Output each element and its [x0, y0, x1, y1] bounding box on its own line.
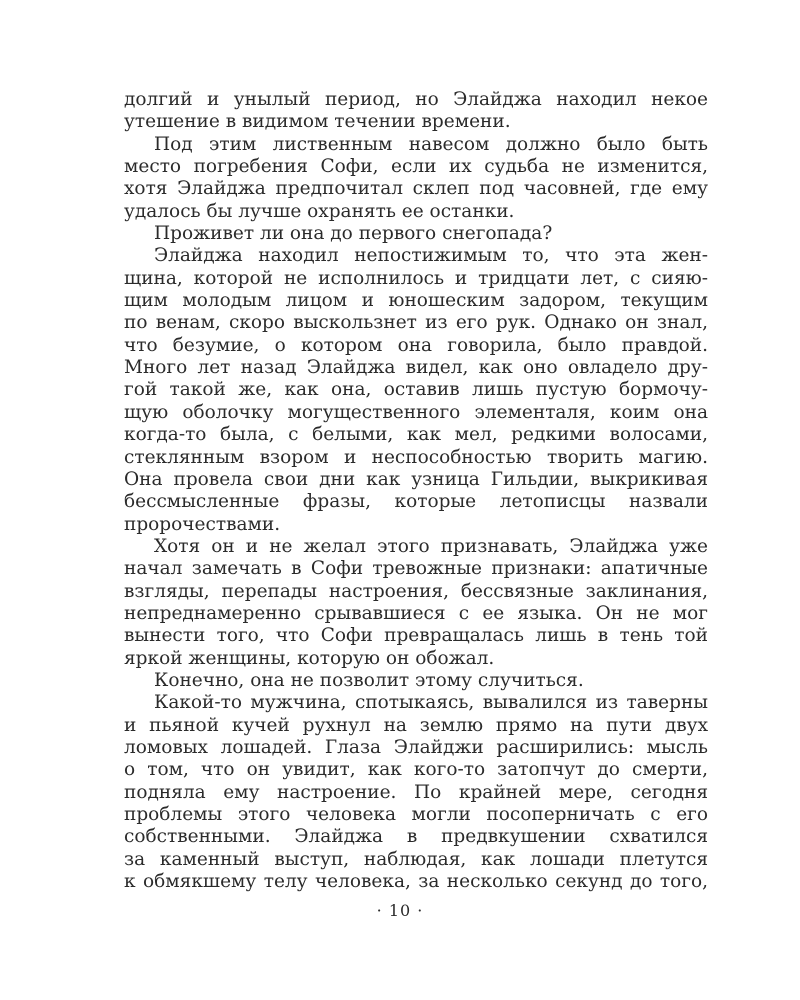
text-line: щим молодым лицом и юношеским задором, текущим [124, 290, 708, 312]
text-line: собственными. Элайджа в предвкушении схватился [124, 826, 708, 848]
text-line: что безумие, о котором она говорила, было правдой. [124, 334, 708, 356]
text-line: к обмякшему телу человека, за несколько секунд до того, [124, 871, 708, 893]
text-line: щую оболочку могущественного элементаля, коим она [124, 401, 708, 423]
page-number: · 10 · [376, 901, 424, 920]
text-line: за каменный выступ, наблюдая, как лошади плетутся [124, 848, 708, 870]
text-line: непреднамеренно срывавшиеся с ее языка. Он не мог [124, 602, 708, 624]
text-line: когда-то была, с белыми, как мел, редкими волосами, [124, 424, 708, 446]
text-line: хотя Элайджа предпочитал склеп под часовней, где ему [124, 178, 708, 200]
text-line: удалось бы лучше охранять ее останки. [124, 200, 515, 222]
text-line: долгий и унылый период, но Элайджа находил некое [124, 89, 708, 110]
text-line: место погребения Софи, если их судьба не изменится, [124, 156, 708, 178]
text-line: утешение в видимом течении времени. [124, 111, 511, 133]
body-text [124, 89, 708, 893]
text-line: Под этим лиственным навесом должно было быть [154, 133, 708, 155]
text-line: подняла ему настроение. По крайней мере, сегодня [124, 781, 708, 803]
text-line: Какой-то мужчина, спотыкаясь, вывалился из таверны [154, 692, 708, 714]
text-line: начал замечать в Софи тревожные признаки: апатичные [124, 558, 708, 580]
text-line: гой такой же, как она, оставив лишь пустую бормочу- [124, 379, 708, 401]
text-line: вынести того, что Софи превращалась лишь в тень той [124, 625, 708, 647]
text-line: ломовых лошадей. Глаза Элайджи расширились: мысль [124, 736, 708, 758]
text-line: Хотя он и не желал этого признавать, Элайджа уже [154, 535, 708, 557]
text-line: Она провела свои дни как узница Гильдии, выкрикивая [124, 468, 708, 490]
text-line: стеклянным взором и неспособностью творить магию. [124, 446, 708, 468]
text-line: взгляды, перепады настроения, бессвязные заклинания, [124, 580, 708, 602]
text-line: Много лет назад Элайджа видел, как оно овладело дру- [124, 357, 708, 379]
text-line: Элайджа находил непостижимым то, что эта жен- [154, 245, 708, 267]
text-line: Проживет ли она до первого снегопада? [154, 223, 553, 245]
text-line: Конечно, она не позволит этому случиться. [154, 669, 584, 691]
text-line: щина, которой не исполнилось и тридцати лет, с сияю- [124, 267, 708, 289]
text-line: проблемы этого человека могли посоперничать с его [124, 804, 708, 825]
text-line: яркой женщины, которую он обожал. [124, 647, 495, 669]
text-line: по венам, скоро выскользнет из его рук. Однако он знал, [124, 312, 708, 334]
text-line: о том, что он увидит, как кого-то затопчут до смерти, [124, 759, 708, 781]
text-line: и пьяной кучей рухнул на землю прямо на пути двух [124, 714, 708, 736]
text-line: пророчествами. [124, 513, 281, 535]
text-line: бессмысленные фразы, которые летописцы назвали [124, 491, 708, 513]
